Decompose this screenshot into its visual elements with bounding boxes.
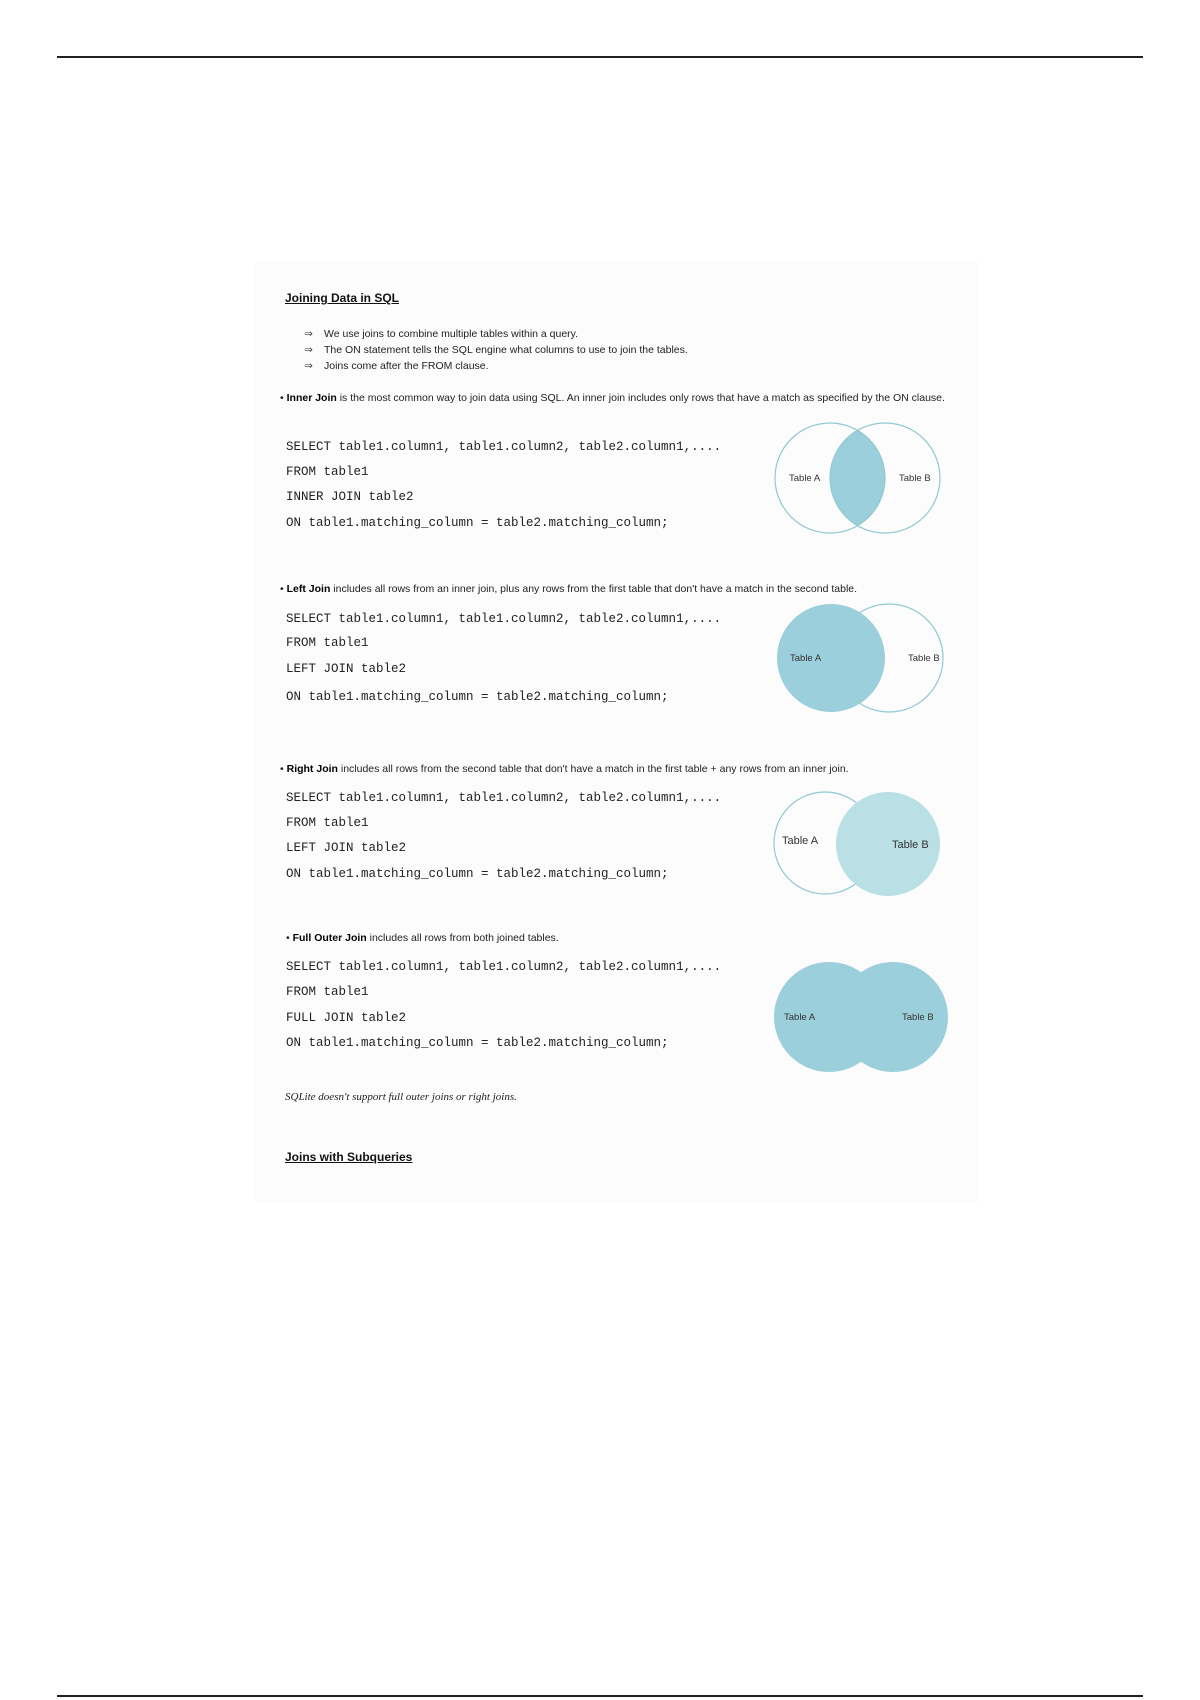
left-join-description: • Left Join includes all rows from an inner join, plus any rows from the first table that don't have a match in the second table. xyxy=(280,583,858,595)
table-b-label: Table B xyxy=(908,653,940,664)
code-line: FULL JOIN table2 xyxy=(286,1011,407,1025)
join-term: Inner Join xyxy=(286,392,337,404)
code-line: FROM table1 xyxy=(286,465,369,479)
join-term: Full Outer Join xyxy=(292,932,367,944)
table-b-label: Table B xyxy=(892,839,929,851)
arrow-icon: ⇒ xyxy=(304,344,313,356)
full-outer-join-description: • Full Outer Join includes all rows from both joined tables. xyxy=(286,932,559,944)
arrow-icon: ⇒ xyxy=(304,328,313,340)
code-line: SELECT table1.column1, table1.column2, table2.column1,.... xyxy=(286,440,722,454)
table-a-label: Table A xyxy=(784,1012,816,1023)
top-rule xyxy=(57,56,1143,58)
table-a-label: Table A xyxy=(782,835,819,847)
list-item: ⇒ We use joins to combine multiple tables within a query. xyxy=(304,328,579,340)
code-line: ON table1.matching_column = table2.matching_column; xyxy=(286,1036,669,1050)
document-page xyxy=(255,262,978,1202)
list-item: ⇒ Joins come after the FROM clause. xyxy=(304,360,489,372)
table-a-label: Table A xyxy=(789,473,821,484)
code-line: SELECT table1.column1, table1.column2, table2.column1,.... xyxy=(286,612,722,626)
bottom-rule xyxy=(57,1695,1143,1697)
code-line: ON table1.matching_column = table2.matching_column; xyxy=(286,516,669,530)
inner-join-description: • Inner Join is the most common way to join data using SQL. An inner join includes only rows that have a match as specified by the ON clause. xyxy=(280,392,945,404)
code-line: INNER JOIN table2 xyxy=(286,490,414,504)
code-line: SELECT table1.column1, table1.column2, table2.column1,.... xyxy=(286,960,722,974)
table-a-label: Table A xyxy=(790,653,822,664)
list-item: ⇒ The ON statement tells the SQL engine what columns to use to join the tables. xyxy=(304,344,688,356)
arrow-icon: ⇒ xyxy=(304,360,313,372)
code-line: LEFT JOIN table2 xyxy=(286,662,407,676)
code-line: FROM table1 xyxy=(286,985,369,999)
bullet-marker: • xyxy=(280,583,284,595)
section-heading: Joins with Subqueries xyxy=(285,1150,413,1164)
code-line: LEFT JOIN table2 xyxy=(286,841,407,855)
code-line: FROM table1 xyxy=(286,816,369,830)
right-join-description: • Right Join includes all rows from the second table that don't have a match in the first table + any rows from an inner join. xyxy=(280,763,849,775)
compatibility-note: SQLite doesn't support full outer joins or right joins. xyxy=(285,1091,517,1103)
intro-bullet-list xyxy=(304,326,688,374)
bullet-marker: • xyxy=(280,392,284,404)
join-term: Right Join xyxy=(286,763,338,775)
right-join-venn-diagram xyxy=(774,792,954,898)
code-line: ON table1.matching_column = table2.matching_column; xyxy=(286,867,669,881)
full-outer-join-venn-diagram xyxy=(770,962,960,1074)
bullet-marker: • xyxy=(280,763,284,775)
code-line: SELECT table1.column1, table1.column2, table2.column1,.... xyxy=(286,791,722,805)
left-join-venn-diagram xyxy=(772,604,962,716)
join-term: Left Join xyxy=(286,583,331,595)
inner-join-venn-diagram xyxy=(775,420,955,540)
table-b-label: Table B xyxy=(902,1012,934,1023)
page-title: Joining Data in SQL xyxy=(285,291,400,305)
code-line: FROM table1 xyxy=(286,636,369,650)
code-line: ON table1.matching_column = table2.matching_column; xyxy=(286,690,669,704)
table-b-label: Table B xyxy=(899,473,931,484)
bullet-marker: • xyxy=(286,932,290,944)
